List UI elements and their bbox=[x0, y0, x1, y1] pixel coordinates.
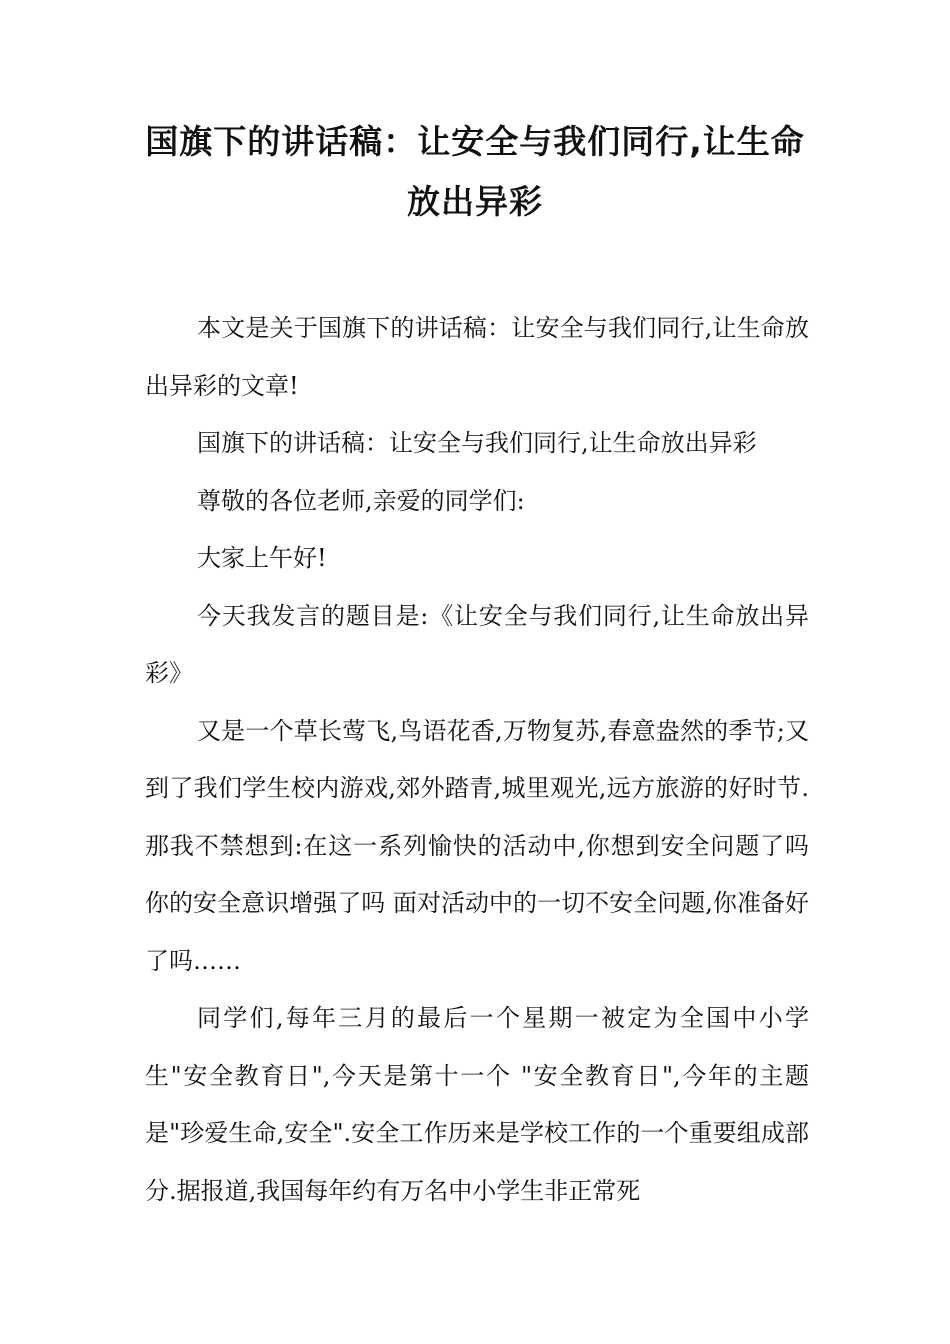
paragraph-safety-day: 同学们,每年三月的最后一个星期一被定为全国中小学生"安全教育日",今天是第十一个 "安全教育日",今年的主题是"珍爱生命,安全".安全工作历来是学校工作的一个重要组成部分.据报道,我国每年约有万名中小学生非正常死 bbox=[145, 1004, 809, 1205]
paragraph-heading: 国旗下的讲话稿：让安全与我们同行,让生命放出异彩 bbox=[197, 429, 757, 457]
document-body bbox=[145, 300, 809, 1220]
paragraph-greeting: 大家上午好! bbox=[197, 544, 327, 572]
paragraph-intro: 本文是关于国旗下的讲话稿：让安全与我们同行,让生命放出异彩的文章! bbox=[145, 314, 809, 400]
paragraph-season: 又是一个草长莺飞,鸟语花香,万物复苏,春意盎然的季节;又到了我们学生校内游戏,郊外踏青,城里观光,远方旅游的好时节.那我不禁想到:在这一系列愉快的活动中,你想到安全问题了吗 你的安全意识增强了吗 面对活动中的一切不安全问题,你准备好了吗…… bbox=[145, 716, 809, 975]
document-title: 国旗下的讲话稿：让安全与我们同行,让生命放出异彩 bbox=[145, 122, 805, 221]
paragraph-topic: 今天我发言的题目是:《让安全与我们同行,让生命放出异彩》 bbox=[145, 601, 809, 687]
paragraph-salutation: 尊敬的各位老师,亲爱的同学们: bbox=[197, 486, 525, 515]
